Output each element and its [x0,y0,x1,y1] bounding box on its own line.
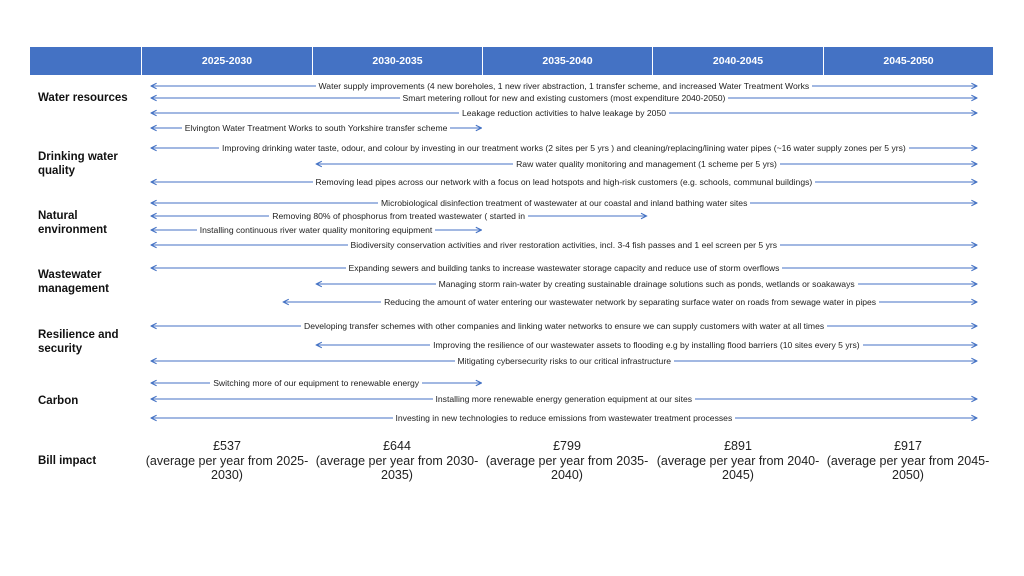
category-natural-environment: Natural environment [38,210,108,236]
activity-label: Reducing the amount of water entering our wastewater network by separating surface water on roads from sewage water in pipes [381,297,879,307]
activity-label: Installing more renewable energy generation equipment at our sites [433,394,696,404]
bill-amount: £537 [213,439,241,453]
activity-label: Improving the resilience of our wastewater assets to flooding e.g by installing flood barriers (10 sites every 5 yrs) [430,340,863,350]
bill-amount: £799 [553,439,581,453]
activity-label: Removing 80% of phosphorus from treated wastewater ( started in [269,211,528,221]
bill-note: (average per year from 2035-2040) [485,453,649,482]
bill-2045-2050 [823,439,993,483]
period-2045-2050: 2045-2050 [823,47,993,75]
activity-label: Expanding sewers and building tanks to increase wastewater storage capacity and reduce use of storm overflows [346,263,783,273]
category-bill-impact: Bill impact [38,455,97,467]
bill-note: (average per year from 2045-2050) [826,453,990,482]
bill-note: (average per year from 2040-2045) [656,453,820,482]
period-2040-2045: 2040-2045 [652,47,823,75]
bill-note: (average per year from 2030-2035) [315,453,479,482]
activity-label: Biodiversity conservation activities and river restoration activities, incl. 3-4 fish passes and 1 eel screen per 5 yrs [348,240,781,250]
period-2035-2040: 2035-2040 [482,47,652,75]
bill-2040-2045 [653,439,823,483]
bill-2025-2030 [142,439,312,483]
activity-label: Installing continuous river water quality monitoring equipment [197,225,436,235]
activity-label: Microbiological disinfection treatment of wastewater at our coastal and inland bathing water sites [378,198,750,208]
bill-amount: £644 [383,439,411,453]
activity-label: Developing transfer schemes with other companies and linking water networks to ensure we can supply customers with water at all times [301,321,827,331]
bill-note: (average per year from 2025-2030) [145,453,309,482]
activity-label: Smart metering rollout for new and existing customers (most expenditure 2040-2050) [400,93,729,103]
period-2025-2030: 2025-2030 [141,47,312,75]
bill-amount: £891 [724,439,752,453]
category-drinking-water-quality: Drinking water quality [38,151,118,177]
bill-2030-2035 [312,439,482,483]
activity-label: Investing in new technologies to reduce emissions from wastewater treatment processes [393,413,736,423]
bill-amount: £917 [894,439,922,453]
activity-label: Removing lead pipes across our network with a focus on lead hotspots and high-risk customers (e.g. schools, communal buildings) [313,177,816,187]
activity-label: Raw water quality monitoring and management (1 scheme per 5 yrs) [513,159,780,169]
activity-label: Mitigating cybersecurity risks to our critical infrastructure [455,356,674,366]
category-water-resources: Water resources [38,92,128,104]
period-2030-2035: 2030-2035 [312,47,482,75]
activity-label: Switching more of our equipment to renewable energy [210,378,422,388]
activity-label: Water supply improvements (4 new boreholes, 1 new river abstraction, 1 transfer scheme, and increased Water Treatment Works [316,81,813,91]
category-carbon: Carbon [38,395,79,407]
category-resilience-and-security: Resilience and security [38,329,119,355]
activity-label: Elvington Water Treatment Works to south Yorkshire transfer scheme [182,123,451,133]
category-wastewater-management: Wastewater management [38,269,109,295]
activity-label: Improving drinking water taste, odour, and colour by investing in our treatment works (2 sites per 5 yrs ) and cleaning/replacing/lining water pipes (~16 water supply zones per 5 yrs) [219,143,909,153]
bill-2035-2040 [482,439,652,483]
activity-label: Leakage reduction activities to halve leakage by 2050 [459,108,669,118]
activity-label: Managing storm rain-water by creating sustainable drainage solutions such as ponds, wetlands or soakaways [436,279,858,289]
